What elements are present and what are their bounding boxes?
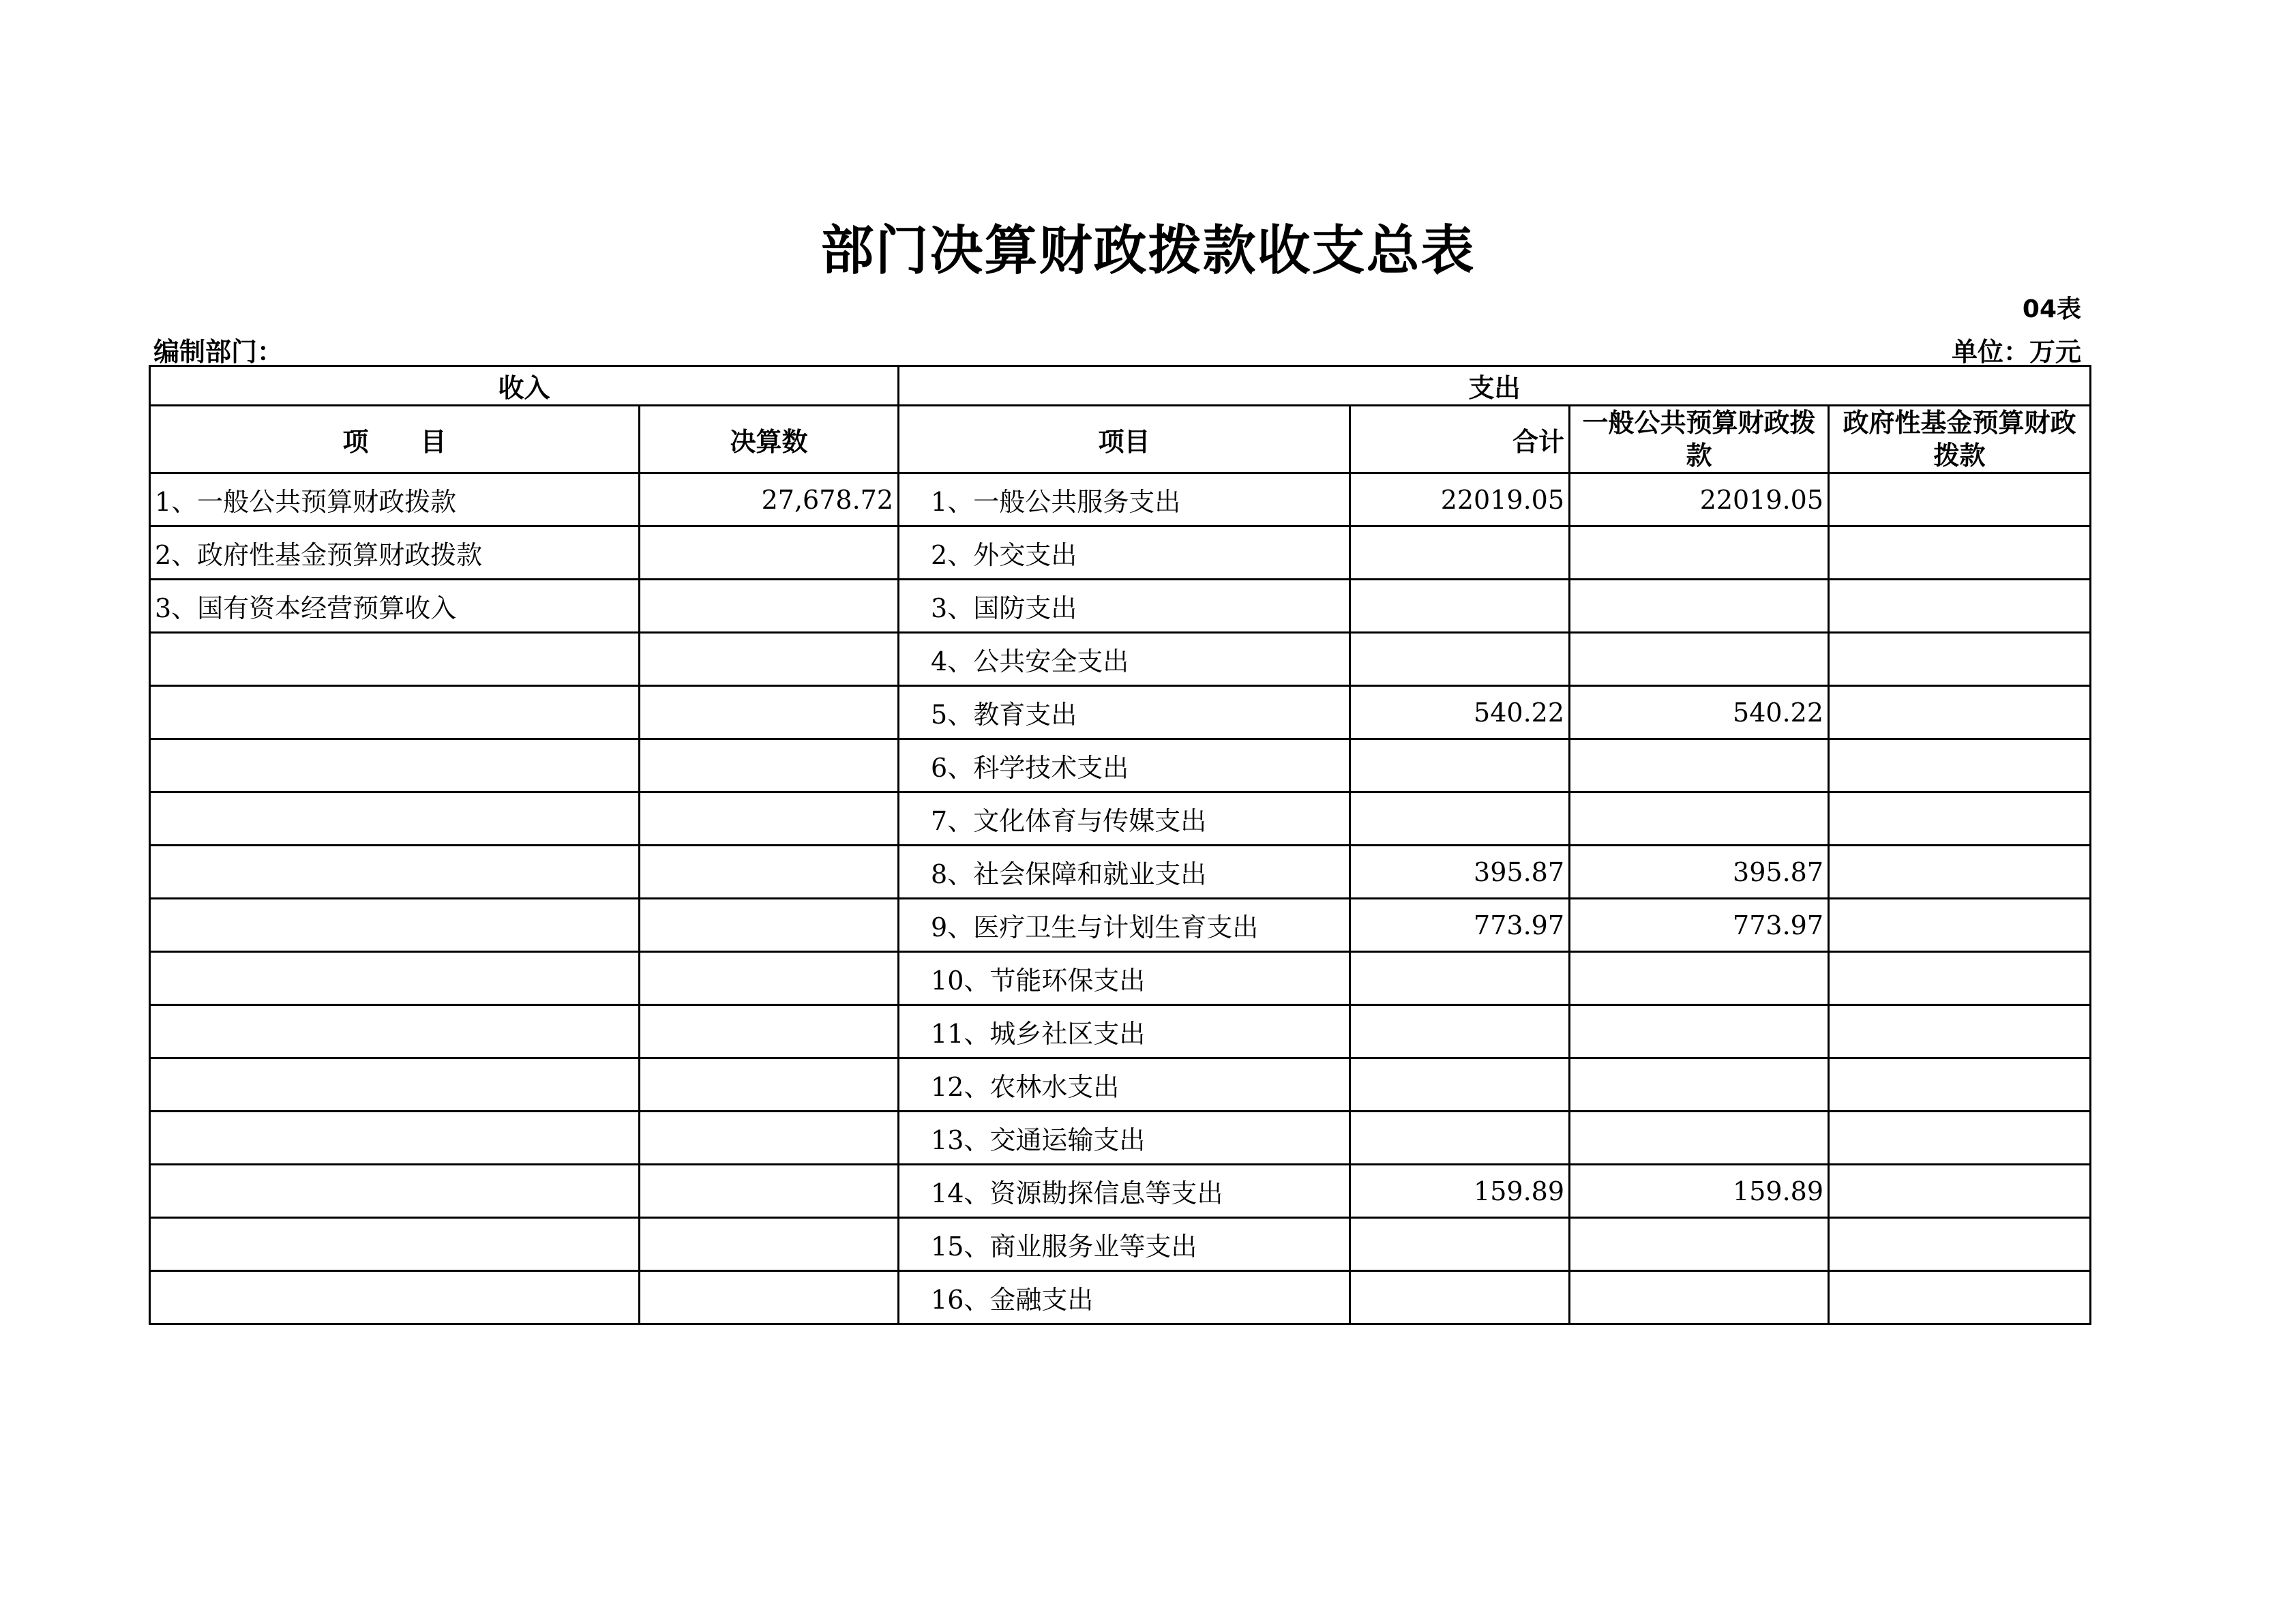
- table-row: [150, 899, 2091, 952]
- gov-fund-cell: [1829, 1165, 2091, 1218]
- table-row: [150, 526, 2091, 580]
- general-budget-cell: [1570, 633, 1829, 686]
- expense-item-cell: 6、科学技术支出: [899, 739, 1350, 792]
- expense-item-cell: 10、节能环保支出: [899, 952, 1350, 1005]
- general-budget-cell: [1570, 952, 1829, 1005]
- form-number: 04表: [2022, 295, 2081, 323]
- expense-item-cell: 14、资源勘探信息等支出: [899, 1165, 1350, 1218]
- gov-fund-cell: [1829, 473, 2091, 526]
- gov-fund-cell: [1829, 1058, 2091, 1112]
- expense-total-cell: 540.22: [1350, 686, 1570, 739]
- gov-fund-cell: [1829, 1218, 2091, 1271]
- gov-fund-cell: [1829, 686, 2091, 739]
- gov-fund-cell: [1829, 899, 2091, 952]
- expense-item-cell: 3、国防支出: [899, 580, 1350, 633]
- income-amount-cell: [640, 633, 899, 686]
- income-amount-cell: [640, 846, 899, 899]
- table-row: [150, 580, 2091, 633]
- gov-fund-cell: [1829, 792, 2091, 846]
- table-row: [150, 633, 2091, 686]
- general-budget-cell: [1570, 739, 1829, 792]
- income-amount-cell: [640, 686, 899, 739]
- expense-total-cell: [1350, 1058, 1570, 1112]
- budget-summary-table: [149, 365, 2091, 1325]
- general-budget-cell: [1570, 580, 1829, 633]
- expense-total-cell: [1350, 633, 1570, 686]
- gov-fund-cell: [1829, 526, 2091, 580]
- expense-total-cell: [1350, 580, 1570, 633]
- income-amount-cell: [640, 792, 899, 846]
- gov-fund-cell: [1829, 1112, 2091, 1165]
- income-item-cell: [150, 1005, 640, 1058]
- income-item-cell: [150, 686, 640, 739]
- general-budget-cell: 22019.05: [1570, 473, 1829, 526]
- income-item-cell: 1、一般公共预算财政拨款: [150, 473, 640, 526]
- gov-fund-cell: [1829, 1005, 2091, 1058]
- expense-total-cell: [1350, 792, 1570, 846]
- general-budget-cell: [1570, 526, 1829, 580]
- income-amount-cell: 27,678.72: [640, 473, 899, 526]
- gov-fund-cell: [1829, 1271, 2091, 1324]
- page-title: 部门决算财政拨款收支总表: [820, 220, 1476, 282]
- expense-total-cell: [1350, 1112, 1570, 1165]
- gov-fund-cell: [1829, 846, 2091, 899]
- expense-item-cell: 2、外交支出: [899, 526, 1350, 580]
- income-amount-cell: [640, 1165, 899, 1218]
- income-item-cell: [150, 1271, 640, 1324]
- general-budget-cell: [1570, 1058, 1829, 1112]
- department-label: 编制部门：: [153, 337, 284, 367]
- table-row: [150, 1058, 2091, 1112]
- income-amount-cell: [640, 1218, 899, 1271]
- income-item-cell: [150, 739, 640, 792]
- table-row: [150, 1218, 2091, 1271]
- expense-total-cell: [1350, 1271, 1570, 1324]
- income-item-cell: [150, 1218, 640, 1271]
- income-amount-cell: [640, 1005, 899, 1058]
- expense-total-cell: 395.87: [1350, 846, 1570, 899]
- general-budget-cell: 159.89: [1570, 1165, 1829, 1218]
- income-item-cell: 2、政府性基金预算财政拨款: [150, 526, 640, 580]
- expense-item-cell: 7、文化体育与传媒支出: [899, 792, 1350, 846]
- income-amount-cell: [640, 899, 899, 952]
- income-amount-cell: [640, 739, 899, 792]
- gov-fund-header: 政府性基金预算财政拨款: [1829, 406, 2091, 473]
- expense-total-cell: [1350, 526, 1570, 580]
- general-budget-cell: 773.97: [1570, 899, 1829, 952]
- gov-fund-cell: [1829, 952, 2091, 1005]
- expense-item-cell: 15、商业服务业等支出: [899, 1218, 1350, 1271]
- table-row: [150, 1112, 2091, 1165]
- table-row: [150, 792, 2091, 846]
- income-item-cell: [150, 1112, 640, 1165]
- expense-item-cell: 4、公共安全支出: [899, 633, 1350, 686]
- expense-item-cell: 8、社会保障和就业支出: [899, 846, 1350, 899]
- table-row: [150, 739, 2091, 792]
- income-amount-cell: [640, 1271, 899, 1324]
- general-budget-cell: [1570, 1005, 1829, 1058]
- income-item-cell: [150, 792, 640, 846]
- gov-fund-cell: [1829, 633, 2091, 686]
- income-amount-cell: [640, 526, 899, 580]
- expense-item-cell: 13、交通运输支出: [899, 1112, 1350, 1165]
- general-budget-cell: [1570, 1112, 1829, 1165]
- income-item-cell: [150, 633, 640, 686]
- expense-item-cell: 16、金融支出: [899, 1271, 1350, 1324]
- expense-item-header: 项目: [899, 406, 1350, 473]
- expense-item-cell: 9、医疗卫生与计划生育支出: [899, 899, 1350, 952]
- income-item-cell: [150, 846, 640, 899]
- general-budget-cell: 540.22: [1570, 686, 1829, 739]
- final-amount-header: 决算数: [640, 406, 899, 473]
- expense-total-cell: [1350, 739, 1570, 792]
- income-item-cell: [150, 952, 640, 1005]
- column-header-row: [150, 406, 2091, 473]
- income-item-cell: [150, 1058, 640, 1112]
- table-row: [150, 686, 2091, 739]
- expense-total-cell: 22019.05: [1350, 473, 1570, 526]
- income-item-header: 项 目: [150, 406, 640, 473]
- income-amount-cell: [640, 1058, 899, 1112]
- total-header: 合计: [1350, 406, 1570, 473]
- gov-fund-cell: [1829, 580, 2091, 633]
- income-amount-cell: [640, 580, 899, 633]
- expense-header: 支出: [899, 366, 2091, 406]
- expense-total-cell: [1350, 1218, 1570, 1271]
- income-item-cell: [150, 899, 640, 952]
- table-row: [150, 473, 2091, 526]
- income-header: 收入: [150, 366, 899, 406]
- table-row: [150, 1165, 2091, 1218]
- unit-label: 单位：万元: [1951, 337, 2081, 367]
- table-row: [150, 1271, 2091, 1324]
- general-budget-cell: 395.87: [1570, 846, 1829, 899]
- expense-item-cell: 5、教育支出: [899, 686, 1350, 739]
- general-budget-cell: [1570, 1271, 1829, 1324]
- general-budget-header: 一般公共预算财政拨款: [1570, 406, 1829, 473]
- table-row: [150, 952, 2091, 1005]
- expense-item-cell: 1、一般公共服务支出: [899, 473, 1350, 526]
- expense-total-cell: 773.97: [1350, 899, 1570, 952]
- table-row: [150, 846, 2091, 899]
- gov-fund-cell: [1829, 739, 2091, 792]
- group-header-row: [150, 366, 2091, 406]
- expense-total-cell: [1350, 952, 1570, 1005]
- general-budget-cell: [1570, 792, 1829, 846]
- table-row: [150, 1005, 2091, 1058]
- general-budget-cell: [1570, 1218, 1829, 1271]
- income-item-cell: 3、国有资本经营预算收入: [150, 580, 640, 633]
- expense-total-cell: [1350, 1005, 1570, 1058]
- expense-item-cell: 12、农林水支出: [899, 1058, 1350, 1112]
- expense-item-cell: 11、城乡社区支出: [899, 1005, 1350, 1058]
- income-amount-cell: [640, 1112, 899, 1165]
- income-item-cell: [150, 1165, 640, 1218]
- income-amount-cell: [640, 952, 899, 1005]
- expense-total-cell: 159.89: [1350, 1165, 1570, 1218]
